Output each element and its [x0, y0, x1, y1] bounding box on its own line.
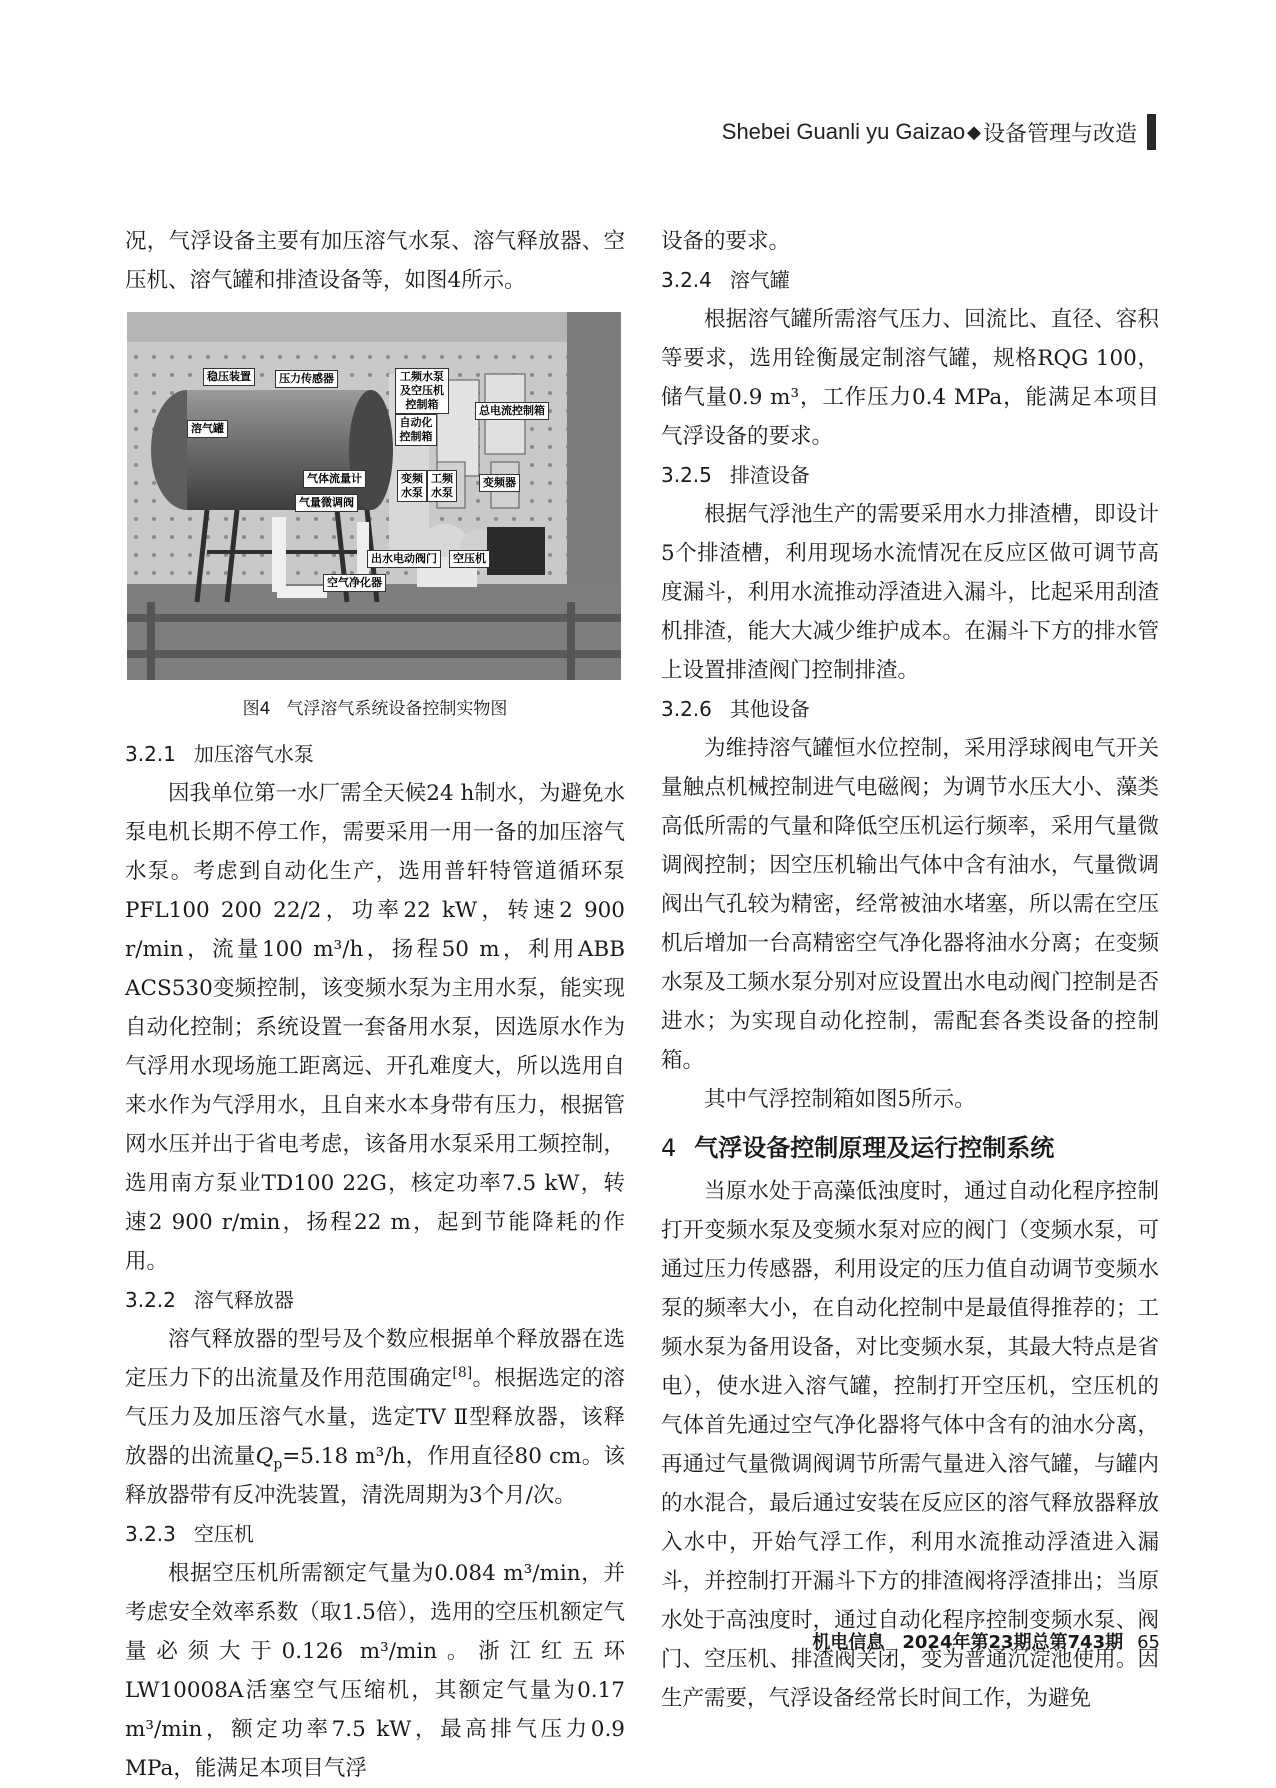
figure-4-photo	[127, 312, 621, 680]
label-outlet-valve: 出水电动阀门	[367, 550, 441, 568]
page-footer	[812, 1628, 1160, 1654]
label-pressure-sensor: 压力传感器	[275, 370, 338, 388]
label-fixed-freq-pump: 工频水泵	[427, 470, 457, 502]
section-3-2-6-heading: 3.2.6 其他设备	[661, 697, 810, 721]
figure-4-caption	[125, 690, 625, 729]
label-vfd-pump: 变频水泵	[397, 470, 427, 502]
section-3-2-4-heading: 3.2.4 溶气罐	[661, 268, 790, 292]
page-number: 65	[1137, 1632, 1160, 1653]
label-inverter: 变频器	[479, 474, 520, 492]
figure-title: 气浮溶气系统设备控制实物图	[286, 699, 508, 719]
label-air-compressor: 空压机	[449, 550, 490, 568]
journal-pinyin: Shebei Guanli yu Gaizao	[721, 119, 966, 144]
section-3-2-2-heading: 3.2.2 溶气释放器	[125, 1288, 294, 1312]
section-3-2-5-body: 根据气浮池生产的需要采用水力排渣槽，即设计5个排渣槽，利用现场水流情况在反应区做可调节高度漏斗，利用水流推动浮渣进入漏斗，比起采用刮渣机排渣，能大大减少维护成本。在漏斗下方的排水管上设置排渣阀门控制排渣。	[661, 502, 1159, 683]
left-column	[125, 222, 625, 1788]
section-3-2-4-body: 根据溶气罐所需溶气压力、回流比、直径、容积等要求，选用铨衡晟定制溶气罐，规格RQG 100，储气量0.9 m³，工作压力0.4 MPa，能满足本项目气浮设备的要求。	[661, 307, 1159, 449]
label-gas-flowmeter: 气体流量计	[303, 470, 366, 488]
label-air-purifier: 空气净化器	[323, 574, 386, 592]
section-4-body: 当原水处于高藻低浊度时，通过自动化程序控制打开变频水泵及变频水泵对应的阀门（变频水泵，可通过压力传感器，利用设定的压力值自动调节变频水泵的频率大小，在自动化控制中是最值得推荐的；工频水泵为备用设备，对比变频水泵，其最大特点是省电），使水进入溶气罐，控制打开空压机，空压机的气体首先通过空气净化器将气体中含有的油水分离，再通过气量微调阀调节所需气量进入溶气罐，与罐内的水混合，最后通过安装在反应区的溶气释放器释放入水中，开始气浮工作，利用水流推动浮渣进入漏斗，并控制打开漏斗下方的排渣阀将浮渣排出；当原水处于高浊度时，通过自动化程序控制变频水泵、阀门、空压机、排渣阀关闭，变为普通沉淀池使用。因生产需要，气浮设备经常长时间工作，为避免	[661, 1179, 1159, 1711]
column-title: 设备管理与改造	[982, 120, 1137, 146]
header-bar	[1147, 114, 1156, 150]
label-pump-compressor-box: 工频水泵及空压机控制箱	[395, 368, 449, 414]
label-automation-box: 自动化控制箱	[395, 414, 437, 446]
diamond-icon: ◆	[967, 121, 981, 142]
label-gas-fine-valve: 气量微调阀	[295, 494, 358, 512]
section-3-2-1-body: 因我单位第一水厂需全天候24 h制水，为避免水泵电机长期不停工作，需要采用一用一备的加压溶气水泵。考虑到自动化生产，选用普轩特管道循环泵PFL100 200 22/2，功率22 kW，转速2 900 r/min，流量100 m³/h，扬程50 m，利用ABB ACS530变频控制，该变频水泵为主用水泵，能实现自动化控制；系统设置一套备用水泵，因选原水作为气浮用水现场施工距离远、开孔难度大，所以选用自来水作为气浮用水，且自来水本身带有压力，根据管网水压并出于省电考虑，该备用水泵采用工频控制，选用南方泵业TD100 22G，核定功率7.5 kW，转速2 900 r/min，扬程22 m，起到节能降耗的作用。	[125, 781, 625, 1274]
running-header	[722, 114, 1156, 150]
section-3-2-6-body: 为维持溶气罐恒水位控制，采用浮球阀电气开关量触点机械控制进气电磁阀；为调节水压大小、藻类高低所需的气量和降低空压机运行频率，采用气量微调阀控制；因空压机输出气体中含有油水，气量微调阀出气孔较为精密，经常被油水堵塞，所以需在空压机后增加一台高精密空气净化器将油水分离；在变频水泵及工频水泵分别对应设置出水电动阀门控制是否进水；为实现自动化控制，需配套各类设备的控制箱。	[661, 736, 1159, 1073]
label-main-current-box: 总电流控制箱	[475, 402, 549, 420]
section-3-2-3-heading: 3.2.3 空压机	[125, 1522, 254, 1546]
journal-issue: 机电信息 2024年第23期总第743期	[812, 1632, 1124, 1653]
intro-paragraph: 况，气浮设备主要有加压溶气水泵、溶气释放器、空压机、溶气罐和排渣设备等，如图4所示。	[125, 229, 625, 293]
section-3-2-5-heading: 3.2.5 排渣设备	[661, 463, 810, 487]
right-column	[661, 222, 1159, 1718]
continuation-text: 设备的要求。	[661, 229, 791, 254]
label-stabilizer: 稳压装置	[203, 368, 255, 386]
section-4-heading: 4 气浮设备控制原理及运行控制系统	[661, 1134, 1055, 1162]
section-3-2-3-body: 根据空压机所需额定气量为0.084 m³/min，并考虑安全效率系数（取1.5倍），选用的空压机额定气量必须大于0.126 m³/min。浙江红五环LW10008A活塞空气压缩机，其额定气量为0.17 m³/min，额定功率7.5 kW，最高排气压力0.9 MPa，能满足本项目气浮	[125, 1561, 625, 1781]
citation-ref: [8]	[452, 1364, 473, 1381]
section-3-2-6-body-2: 其中气浮控制箱如图5所示。	[704, 1087, 976, 1112]
section-3-2-2-body: 溶气释放器的型号及个数应根据单个释放器在选定压力下的出流量及作用范围确定[8]。根据选定的溶气压力及加压溶气水量，选定TV Ⅱ型释放器，该释放器的出流量$Q_p=5.18$ m³/h，作用直径80 cm。该释放器带有反冲洗装置，清洗周期为3个月/次。	[125, 1327, 625, 1508]
figure-number: 图4	[242, 699, 271, 719]
section-3-2-1-heading: 3.2.1 加压溶气水泵	[125, 742, 314, 766]
label-dissolved-air-tank: 溶气罐	[187, 420, 228, 438]
equipment-photo-illustration	[127, 312, 621, 680]
